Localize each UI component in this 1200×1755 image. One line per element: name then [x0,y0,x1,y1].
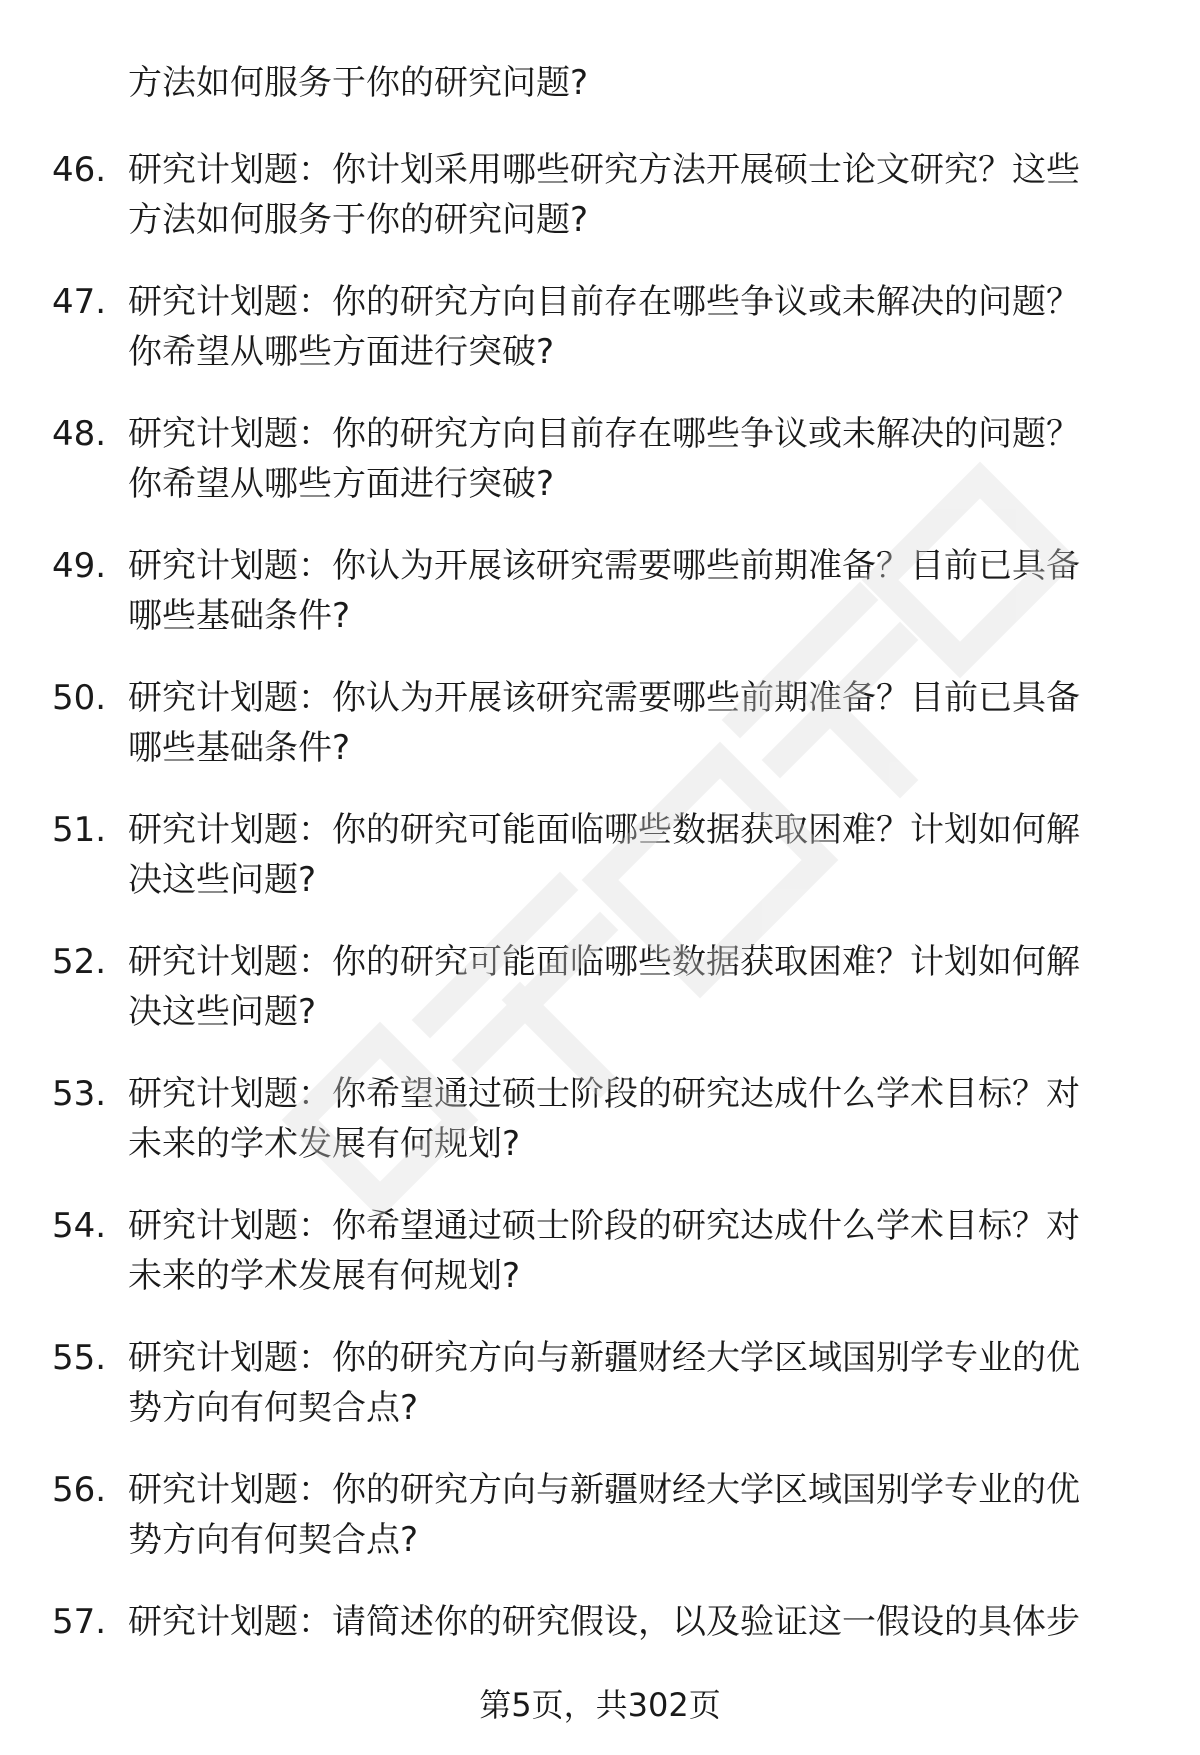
question-text [128,1465,1148,1565]
page-footer: 第5页，共302页 [479,1686,721,1724]
question-line: 研究计划题：你计划采用哪些研究方法开展硕士论文研究？这些 [128,150,1080,190]
question-line: 你希望从哪些方面进行突破? [128,332,555,372]
question-line: 研究计划题：你的研究可能面临哪些数据获取困难？计划如何解 [128,810,1080,850]
question-text [128,673,1148,773]
list-item [0,145,1200,277]
question-list [0,145,1200,1729]
list-item [0,805,1200,937]
question-line: 研究计划题：你认为开展该研究需要哪些前期准备？目前已具备 [128,678,1080,718]
question-line: 哪些基础条件? [128,728,351,768]
list-item [0,541,1200,673]
question-number: 53. [52,1074,107,1114]
question-number: 52. [52,942,107,982]
question-text [128,1597,1148,1647]
question-line: 研究计划题：你的研究方向与新疆财经大学区域国别学专业的优 [128,1338,1080,1378]
list-item [0,277,1200,409]
question-text [128,145,1148,245]
list-item [0,1465,1200,1597]
question-text [128,409,1148,509]
question-number: 57. [52,1602,107,1642]
question-number: 55. [52,1338,107,1378]
question-line: 研究计划题：你的研究方向与新疆财经大学区域国别学专业的优 [128,1470,1080,1510]
question-number: 56. [52,1470,107,1510]
question-number: 47. [52,282,107,322]
list-item [0,1333,1200,1465]
question-line: 势方向有何契合点? [128,1388,419,1428]
question-line: 研究计划题：你的研究方向目前存在哪些争议或未解决的问题？ [128,282,1080,322]
list-item [0,1201,1200,1333]
question-number: 48. [52,414,107,454]
continued-question-text: 方法如何服务于你的研究问题? [128,63,589,103]
question-number: 46. [52,150,107,190]
question-text [128,1069,1148,1169]
list-item [0,937,1200,1069]
question-line: 研究计划题：你的研究可能面临哪些数据获取困难？计划如何解 [128,942,1080,982]
question-number: 49. [52,546,107,586]
question-number: 50. [52,678,107,718]
list-item [0,1069,1200,1201]
question-number: 54. [52,1206,107,1246]
question-line: 势方向有何契合点? [128,1520,419,1560]
question-line: 未来的学术发展有何规划? [128,1256,521,1296]
question-line: 方法如何服务于你的研究问题? [128,200,589,240]
question-line: 未来的学术发展有何规划? [128,1124,521,1164]
list-item [0,409,1200,541]
question-line: 决这些问题? [128,992,317,1032]
list-item [0,673,1200,805]
question-line: 研究计划题：你希望通过硕士阶段的研究达成什么学术目标？对 [128,1206,1080,1246]
question-line: 决这些问题? [128,860,317,900]
question-line: 研究计划题：请简述你的研究假设，以及验证这一假设的具体步 [128,1602,1080,1642]
question-text [128,541,1148,641]
question-text [128,277,1148,377]
question-line: 研究计划题：你认为开展该研究需要哪些前期准备？目前已具备 [128,546,1080,586]
question-text [128,1333,1148,1433]
question-text [128,805,1148,905]
question-line: 你希望从哪些方面进行突破? [128,464,555,504]
question-line: 研究计划题：你的研究方向目前存在哪些争议或未解决的问题？ [128,414,1080,454]
question-line: 哪些基础条件? [128,596,351,636]
question-text [128,1201,1148,1301]
question-line: 研究计划题：你希望通过硕士阶段的研究达成什么学术目标？对 [128,1074,1080,1114]
question-number: 51. [52,810,107,850]
question-text [128,937,1148,1037]
